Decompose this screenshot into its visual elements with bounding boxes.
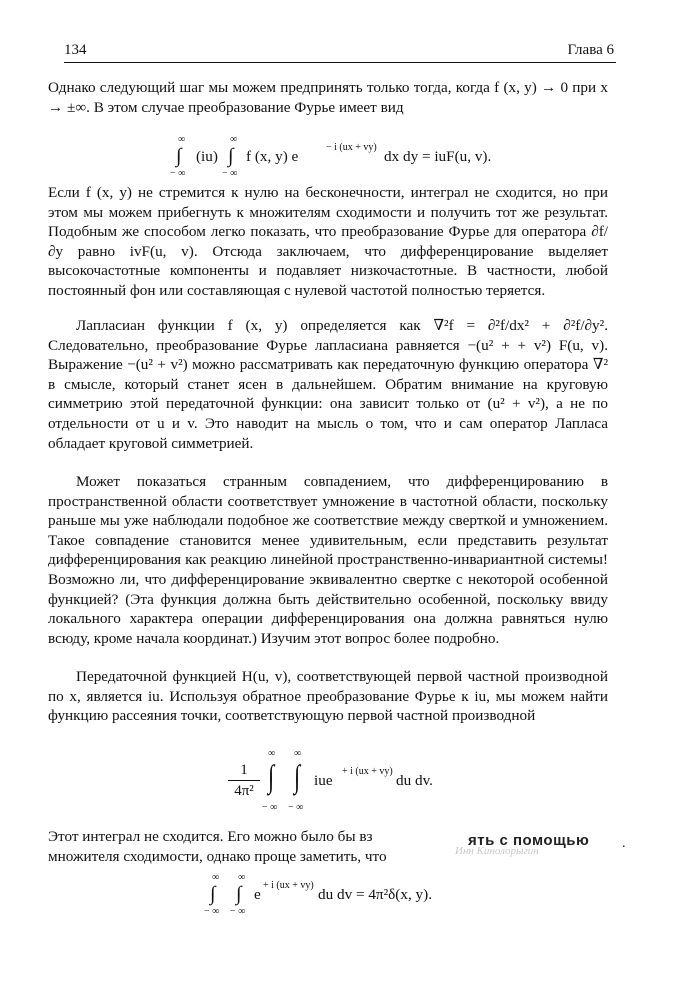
equation-delta-identity — [0, 872, 680, 922]
eq1-int1-lower: − ∞ — [170, 168, 186, 179]
eq1-exponent: − i (ux + vy) — [326, 142, 377, 153]
eq3-int1-upper: ∞ — [212, 872, 220, 883]
eq3-integrand: e — [254, 886, 261, 903]
faint-ghost-text: Инн Кинолорыгин — [455, 845, 539, 857]
eq3-int2-lower: − ∞ — [230, 906, 246, 917]
eq3-int1-lower: − ∞ — [204, 906, 220, 917]
eq2-int2-lower: − ∞ — [288, 802, 304, 813]
eq2-int1-upper: ∞ — [268, 748, 276, 759]
eq2-integrand: iue — [314, 772, 333, 789]
eq1-integrand: f (x, y) e — [246, 148, 299, 165]
eq1-int1-upper: ∞ — [178, 134, 186, 145]
eq2-int2-upper: ∞ — [294, 748, 302, 759]
page-number: 134 — [64, 42, 87, 58]
bold-stamped-text: ять с помощью — [468, 832, 590, 849]
eq2-differentials: du dv. — [396, 772, 433, 789]
paragraph-3: Лапласиан функции f (x, y) определяется как ∇²f = ∂²f/dx² + ∂²f/∂y². Следовательно, преобразование Фурье лапласиана равняется −(u² + + v²) F(u, v). Выражение −(u² + v²) можно рассматривать как передаточную функцию оператора ∇² в смысле, который станет ясен в дальнейшем. Обратим внимание на круговую симметрию этой передаточной функции: она зависит только от (u² + v²), а не по отдельности от u и v. Это наводит на мысль о том, что и сам оператор Лапласа обладает круговой симметрией. — [48, 317, 608, 452]
paragraph-6-continued: множителя сходимости, однако проще заметить, что — [48, 848, 387, 865]
eq3-integral-sign-1: ∫ — [210, 883, 216, 905]
paragraph-6-line-1: Этот интеграл не сходится. Его можно было бы вз — [48, 828, 373, 845]
eq1-factor: (iu) — [196, 148, 218, 165]
eq1-integral-sign-1: ∫ — [176, 145, 182, 167]
header-rule — [64, 62, 616, 63]
eq2-int1-lower: − ∞ — [262, 802, 278, 813]
trailing-mark: . — [622, 836, 626, 851]
eq2-integral-sign-1: ∫ — [268, 758, 275, 794]
eq3-int2-upper: ∞ — [238, 872, 246, 883]
equation-fourier-derivative — [0, 134, 680, 182]
chapter-title: Глава 6 — [567, 42, 614, 58]
eq2-integral-sign-2: ∫ — [294, 758, 301, 794]
paragraph-5: Передаточной функцией H(u, v), соответствующей первой частной производной по x, является iu. Используя обратное преобразование Фурье к iu, мы можем найти функцию рассеяния точки, соответствующую первой частной производной — [48, 668, 608, 725]
eq2-fraction — [226, 760, 262, 801]
paragraph-4: Может показаться странным совпадением, что дифференцированию в пространственной области соответствует умножение в частотной области, поскольку раньше мы уже наблюдали подобное же соответствие между сверткой и умножением. Такое совпадение становится менее удивительным, если представить результат дифференцирования как реакцию линейной пространственно-инвариантной системы! Возможно ли, что дифференцирование эквивалентно свертке с некоторой особенной функцией? (Эта функция должна быть действительно особенной, поскольку ввиду локального характера операции дифференцирования она должна равняться нулю всюду, кроме начала координат.) Изучим этот вопрос более подробно. — [48, 473, 608, 647]
eq1-int2-upper: ∞ — [230, 134, 238, 145]
paragraph-2: Если f (x, y) не стремится к нулю на бесконечности, интеграл не сходится, но при этом мы можем прибегнуть к множителям сходимости и получить тот же результат. Подобным же способом легко показать, что преобразование Фурье для оператора ∂f/∂y равно ivF(u, v). Отсюда заключаем, что дифференцирование выделяет высокочастотные компоненты и подавляет низкочастотные. В частности, любой постоянный фон или составляющая с нулевой частотой полностью теряется. — [48, 184, 608, 299]
eq3-rhs: du dv = 4π²δ(x, y). — [318, 886, 432, 903]
eq2-numerator: 1 — [240, 762, 248, 778]
eq1-differentials: dx dy = iuF(u, v). — [384, 148, 492, 165]
paragraph-1: Однако следующий шаг мы можем предпринять только тогда, когда f (x, y) → 0 при x → ±∞. В этом случае преобразование Фурье имеет вид — [48, 79, 608, 116]
eq3-exponent: + i (ux + vy) — [263, 880, 314, 891]
eq2-exponent: + i (ux + vy) — [342, 766, 393, 777]
equation-psf-integral — [0, 748, 680, 818]
eq2-denominator: 4π² — [234, 783, 254, 799]
eq3-integral-sign-2: ∫ — [236, 883, 242, 905]
eq1-int2-lower: − ∞ — [222, 168, 238, 179]
eq1-integral-sign-2: ∫ — [228, 145, 234, 167]
